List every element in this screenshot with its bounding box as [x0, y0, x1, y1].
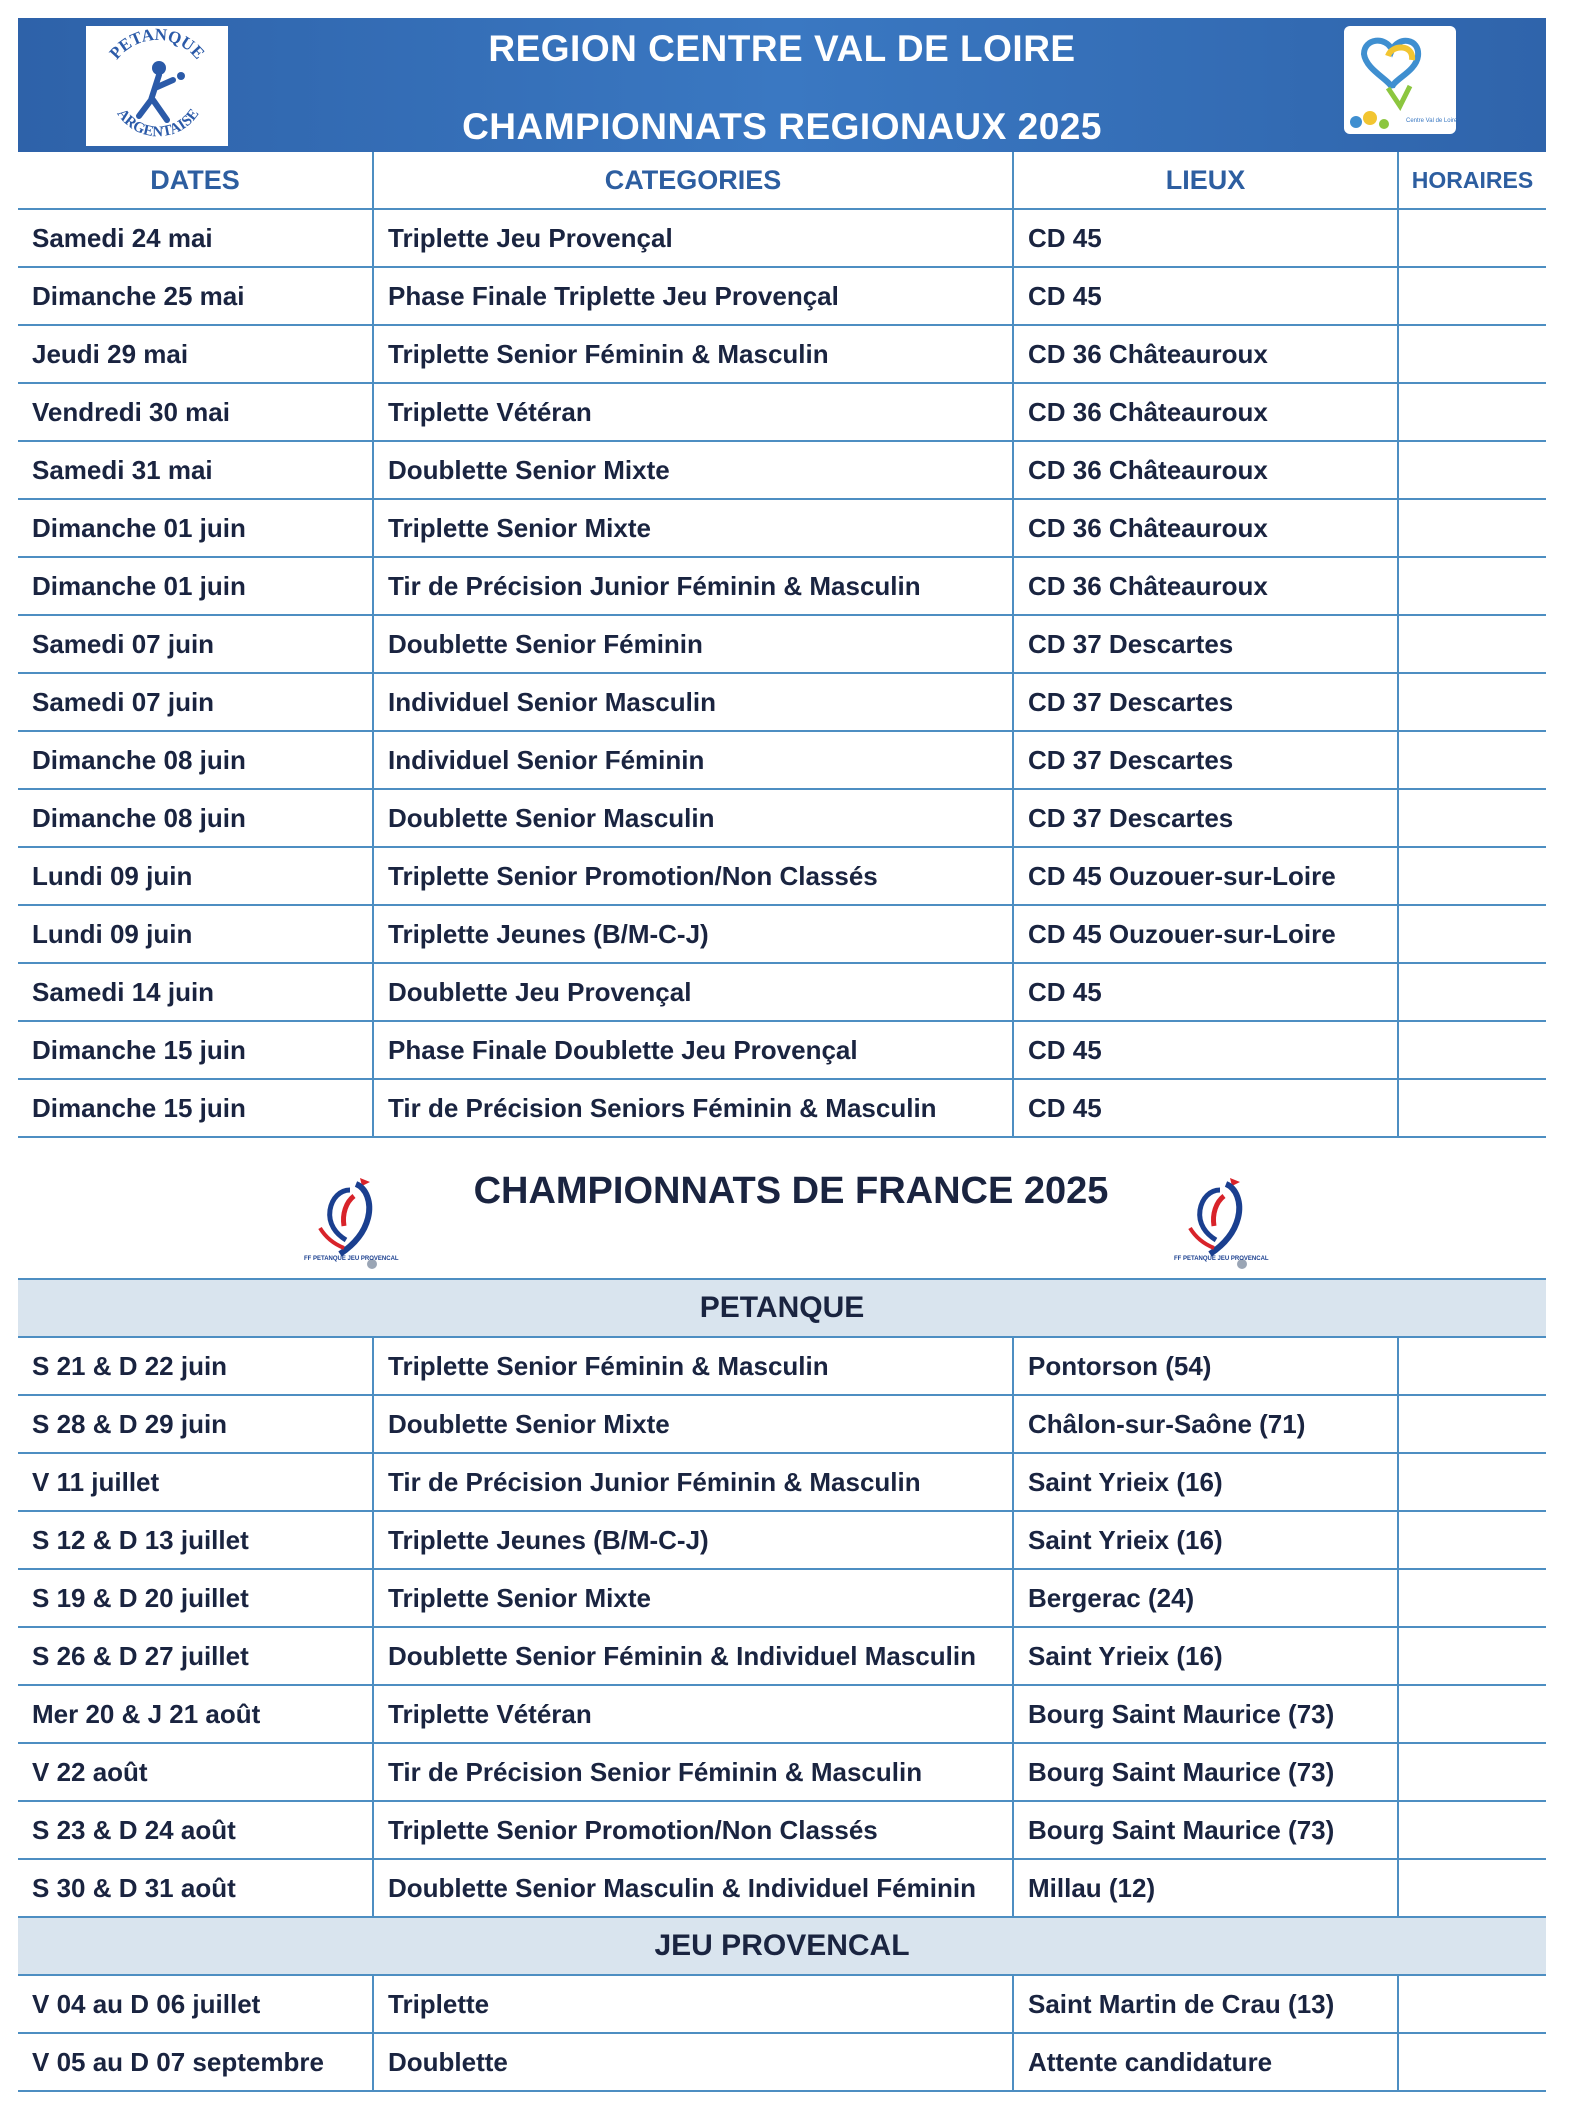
cell-horaires — [1398, 1337, 1546, 1395]
cell-horaires — [1398, 2033, 1546, 2091]
cell-horaires — [1398, 499, 1546, 557]
cell-horaires — [1398, 847, 1546, 905]
cell-place: Attente candidature — [1013, 2033, 1398, 2091]
cell-horaires — [1398, 789, 1546, 847]
cell-category: Individuel Senior Masculin — [373, 673, 1013, 731]
cell-category: Doublette Senior Masculin & Individuel Féminin — [373, 1859, 1013, 1917]
cell-date: V 05 au D 07 septembre — [18, 2033, 373, 2091]
cell-place: CD 37 Descartes — [1013, 615, 1398, 673]
banner-title-championships: CHAMPIONNATS REGIONAUX 2025 — [462, 106, 1102, 147]
cell-category: Triplette Jeunes (B/M-C-J) — [373, 1511, 1013, 1569]
table-row — [18, 1627, 1546, 1685]
table-row — [18, 1685, 1546, 1743]
table-row — [18, 1569, 1546, 1627]
cell-category: Triplette — [373, 1975, 1013, 2033]
cell-date: S 23 & D 24 août — [18, 1801, 373, 1859]
table-row — [18, 441, 1546, 499]
cell-horaires — [1398, 1627, 1546, 1685]
cell-place: CD 36 Châteauroux — [1013, 325, 1398, 383]
cell-category: Tir de Précision Senior Féminin & Masculin — [373, 1743, 1013, 1801]
cell-date: Samedi 14 juin — [18, 963, 373, 1021]
table-row — [18, 557, 1546, 615]
cell-place: CD 36 Châteauroux — [1013, 557, 1398, 615]
cell-date: Lundi 09 juin — [18, 905, 373, 963]
cell-date: Lundi 09 juin — [18, 847, 373, 905]
table-row — [18, 847, 1546, 905]
table-row — [18, 673, 1546, 731]
cell-date: Dimanche 01 juin — [18, 557, 373, 615]
cell-place: Bourg Saint Maurice (73) — [1013, 1685, 1398, 1743]
banner-title-region: REGION CENTRE VAL DE LOIRE — [488, 28, 1076, 69]
table-row — [18, 1511, 1546, 1569]
table-row — [18, 267, 1546, 325]
cell-horaires — [1398, 731, 1546, 789]
column-header-categories: CATEGORIES — [373, 152, 1013, 209]
regional-championships-table — [18, 152, 1546, 1138]
cell-date: Mer 20 & J 21 août — [18, 1685, 373, 1743]
cell-horaires — [1398, 1079, 1546, 1137]
cell-place: CD 45 — [1013, 963, 1398, 1021]
table-row — [18, 1743, 1546, 1801]
cell-place: CD 37 Descartes — [1013, 673, 1398, 731]
cell-date: Samedi 24 mai — [18, 209, 373, 267]
cell-category: Tir de Précision Junior Féminin & Masculin — [373, 557, 1013, 615]
cell-date: Samedi 07 juin — [18, 615, 373, 673]
cell-horaires — [1398, 1801, 1546, 1859]
table-header-row — [18, 152, 1546, 209]
logo-caption: Centre Val de Loire — [1406, 118, 1456, 124]
cell-category: Tir de Précision Seniors Féminin & Masculin — [373, 1079, 1013, 1137]
cell-category: Doublette Senior Féminin — [373, 615, 1013, 673]
centre-val-de-loire-logo — [1344, 26, 1456, 134]
cell-place: CD 45 Ouzouer-sur-Loire — [1013, 847, 1398, 905]
cell-category: Doublette Senior Féminin & Individuel Masculin — [373, 1627, 1013, 1685]
table-row — [18, 1395, 1546, 1453]
cell-place: Saint Yrieix (16) — [1013, 1511, 1398, 1569]
cell-date: S 28 & D 29 juin — [18, 1395, 373, 1453]
cell-horaires — [1398, 1685, 1546, 1743]
table-row — [18, 1975, 1546, 2033]
cell-place: CD 37 Descartes — [1013, 731, 1398, 789]
cell-date: Samedi 07 juin — [18, 673, 373, 731]
cell-horaires — [1398, 615, 1546, 673]
cell-date: Dimanche 08 juin — [18, 731, 373, 789]
cell-date: S 30 & D 31 août — [18, 1859, 373, 1917]
cell-category: Doublette Senior Mixte — [373, 441, 1013, 499]
cell-category: Doublette Senior Mixte — [373, 1395, 1013, 1453]
cell-horaires — [1398, 1569, 1546, 1627]
table-row — [18, 789, 1546, 847]
section-jeu-provencal — [18, 1917, 1546, 1975]
cell-date: V 11 juillet — [18, 1453, 373, 1511]
cell-category: Doublette Senior Masculin — [373, 789, 1013, 847]
table-row — [18, 1453, 1546, 1511]
column-header-lieux: LIEUX — [1013, 152, 1398, 209]
cell-category: Phase Finale Triplette Jeu Provençal — [373, 267, 1013, 325]
cell-date: S 21 & D 22 juin — [18, 1337, 373, 1395]
cell-place: Bourg Saint Maurice (73) — [1013, 1801, 1398, 1859]
cell-place: Saint Yrieix (16) — [1013, 1453, 1398, 1511]
cell-place: CD 45 Ouzouer-sur-Loire — [1013, 905, 1398, 963]
cell-horaires — [1398, 963, 1546, 1021]
cell-place: CD 45 — [1013, 1079, 1398, 1137]
cell-date: Dimanche 01 juin — [18, 499, 373, 557]
cell-date: S 19 & D 20 juillet — [18, 1569, 373, 1627]
table-row — [18, 1079, 1546, 1137]
cell-horaires — [1398, 383, 1546, 441]
cell-place: CD 45 — [1013, 267, 1398, 325]
cell-place: Millau (12) — [1013, 1859, 1398, 1917]
section-petanque — [18, 1279, 1546, 1337]
table-row — [18, 1801, 1546, 1859]
table-row — [18, 731, 1546, 789]
table-row — [18, 1859, 1546, 1917]
cell-horaires — [1398, 673, 1546, 731]
cell-place: CD 45 — [1013, 209, 1398, 267]
cell-date: Samedi 31 mai — [18, 441, 373, 499]
cell-date: Dimanche 08 juin — [18, 789, 373, 847]
cell-horaires — [1398, 1021, 1546, 1079]
cell-place: CD 36 Châteauroux — [1013, 441, 1398, 499]
cell-category: Triplette Vétéran — [373, 1685, 1013, 1743]
cell-horaires — [1398, 267, 1546, 325]
table-row — [18, 209, 1546, 267]
france-championships-title: CHAMPIONNATS DE FRANCE 2025 — [473, 1170, 1109, 1212]
table-row — [18, 963, 1546, 1021]
cell-category: Triplette Senior Mixte — [373, 499, 1013, 557]
cell-category: Phase Finale Doublette Jeu Provençal — [373, 1021, 1013, 1079]
cell-place: Bergerac (24) — [1013, 1569, 1398, 1627]
cell-category: Triplette Vétéran — [373, 383, 1013, 441]
cell-place: Bourg Saint Maurice (73) — [1013, 1743, 1398, 1801]
cell-horaires — [1398, 441, 1546, 499]
cell-horaires — [1398, 1743, 1546, 1801]
cell-horaires — [1398, 1453, 1546, 1511]
table-row — [18, 905, 1546, 963]
table-row — [18, 325, 1546, 383]
cell-date: Vendredi 30 mai — [18, 383, 373, 441]
cell-category: Triplette Senior Promotion/Non Classés — [373, 1801, 1013, 1859]
cell-date: V 04 au D 06 juillet — [18, 1975, 373, 2033]
cell-date: Dimanche 15 juin — [18, 1079, 373, 1137]
ffpjp-rooster-logo-right — [1170, 1168, 1270, 1278]
france-championships-table — [18, 1278, 1546, 2092]
cell-date: Dimanche 15 juin — [18, 1021, 373, 1079]
cell-horaires — [1398, 557, 1546, 615]
cell-category: Triplette Jeu Provençal — [373, 209, 1013, 267]
cell-date: V 22 août — [18, 1743, 373, 1801]
rooster-logo-caption: FF PETANQUE JEU PROVENCAL — [304, 1256, 399, 1262]
section-petanque-label: PETANQUE — [18, 1279, 1546, 1337]
table-row — [18, 499, 1546, 557]
cell-date: S 26 & D 27 juillet — [18, 1627, 373, 1685]
cell-horaires — [1398, 1859, 1546, 1917]
table-row — [18, 383, 1546, 441]
cell-category: Triplette Senior Promotion/Non Classés — [373, 847, 1013, 905]
cell-date: Dimanche 25 mai — [18, 267, 373, 325]
table-row — [18, 2033, 1546, 2091]
column-header-horaires: HORAIRES — [1398, 152, 1546, 209]
cell-place: Saint Martin de Crau (13) — [1013, 1975, 1398, 2033]
cell-place: CD 37 Descartes — [1013, 789, 1398, 847]
cell-place: Pontorson (54) — [1013, 1337, 1398, 1395]
column-header-dates: DATES — [18, 152, 373, 209]
section-jeu-provencal-label: JEU PROVENCAL — [18, 1917, 1546, 1975]
cell-place: CD 45 — [1013, 1021, 1398, 1079]
table-row — [18, 1337, 1546, 1395]
cell-place: Châlon-sur-Saône (71) — [1013, 1395, 1398, 1453]
cell-horaires — [1398, 1511, 1546, 1569]
cell-category: Triplette Senior Féminin & Masculin — [373, 1337, 1013, 1395]
cell-horaires — [1398, 209, 1546, 267]
cell-category: Doublette — [373, 2033, 1013, 2091]
cell-horaires — [1398, 905, 1546, 963]
logo-text-top: PETANQUE — [105, 28, 209, 63]
cell-place: CD 36 Châteauroux — [1013, 383, 1398, 441]
cell-horaires — [1398, 1975, 1546, 2033]
logo-text-bottom: ARGENTAISE — [113, 106, 203, 141]
cell-category: Triplette Senior Féminin & Masculin — [373, 325, 1013, 383]
cell-date: Jeudi 29 mai — [18, 325, 373, 383]
header-banner — [18, 18, 1546, 152]
cell-category: Doublette Jeu Provençal — [373, 963, 1013, 1021]
cell-category: Triplette Jeunes (B/M-C-J) — [373, 905, 1013, 963]
table-row — [18, 615, 1546, 673]
cell-category: Individuel Senior Féminin — [373, 731, 1013, 789]
cell-horaires — [1398, 1395, 1546, 1453]
cell-category: Tir de Précision Junior Féminin & Masculin — [373, 1453, 1013, 1511]
cell-place: Saint Yrieix (16) — [1013, 1627, 1398, 1685]
rooster-logo-caption: FF PETANQUE JEU PROVENCAL — [1174, 1256, 1269, 1262]
table-row — [18, 1021, 1546, 1079]
cell-place: CD 36 Châteauroux — [1013, 499, 1398, 557]
cell-category: Triplette Senior Mixte — [373, 1569, 1013, 1627]
cell-horaires — [1398, 325, 1546, 383]
cell-date: S 12 & D 13 juillet — [18, 1511, 373, 1569]
